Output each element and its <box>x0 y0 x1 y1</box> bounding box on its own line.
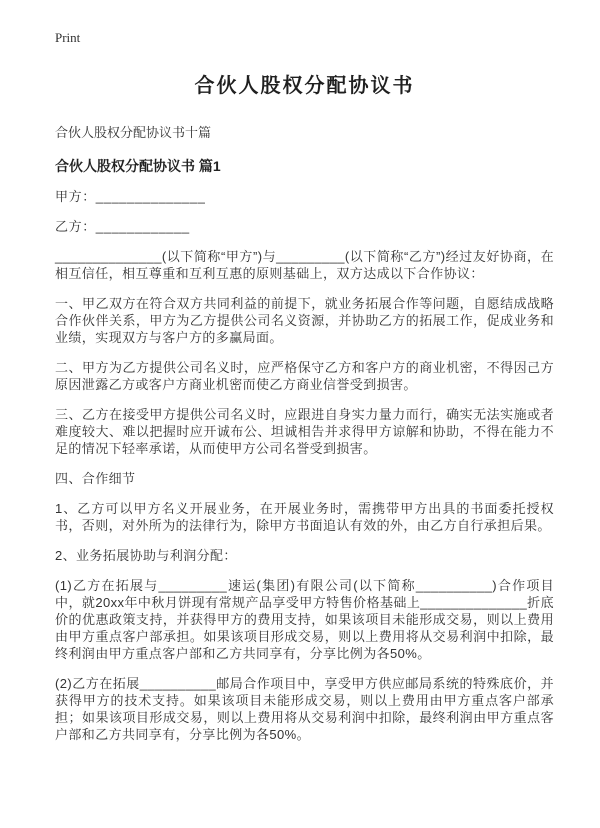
clause-1: 一、甲乙双方在符合双方共同利益的前提下，就业务拓展合作等问题，自愿结成战略合作伙伴关系，甲方为乙方提供公司名义资源，并协助乙方的拓展工作，促成业务和业绩，实现双方与客户方的多赢局面。 <box>55 296 554 345</box>
clause-3: 三、乙方在接受甲方提供公司名义时，应跟进自身实力量力而行，确实无法实施或者难度较大、难以把握时应开诚布公、坦诚相告并求得甲方谅解和协助，不得在能力不足的情况下轻率承诺，从而使甲方公司名誉受到损害。 <box>55 407 554 456</box>
detail-item-2-sub-1: (1)乙方在拓展与_________速运(集团)有限公司(以下简称__________)合作项目中，就20xx年中秋月饼现有常规产品享受甲方特售价格基础上______________折底价的优惠政策支持，并获得甲方的费用支持，如果该项目未能形成交易，则以上费用由甲方重点客户部承担。如果该项目形成交易，则以上费用将从交易利润中扣除，最终利润由甲方重点客户部和乙方共同享有，分享比例为各50%。 <box>55 578 554 661</box>
party-a-line: 甲方：______________ <box>55 189 206 204</box>
paragraph-intro: ______________(以下简称“甲方”)与_________(以下简称“乙方”)经过友好协商，在相互信任，相互尊重和互利互惠的原则基础上，双方达成以下合作协议： <box>55 249 554 281</box>
party-b-line: 乙方：____________ <box>55 219 190 234</box>
page-title: 合伙人股权分配协议书 <box>194 75 415 97</box>
print-link[interactable]: Print <box>55 30 81 45</box>
detail-item-2-sub-2: (2)乙方在拓展__________邮局合作项目中，享受甲方供应邮局系统的特殊底价，并获得甲方的技术支持。如果该项目未能形成交易，则以上费用由甲方重点客户部承担；如果该项目形成交易，则以上费用将从交易利润中扣除，最终利润由甲方重点客户部和乙方共同享有，分享比例为各50%。 <box>55 676 554 742</box>
clause-2: 二、甲方为乙方提供公司名义时，应严格保守乙方和客户方的商业机密，不得因己方原因泄露乙方或客户方商业机密而使乙方商业信誉受到损害。 <box>55 360 554 392</box>
section-heading: 合伙人股权分配协议书 篇1 <box>55 158 221 174</box>
detail-item-1: 1、乙方可以甲方名义开展业务，在开展业务时，需携带甲方出具的书面委托授权书，否则，对外所为的法律行为，除甲方书面追认有效的外，由乙方自行承担后果。 <box>55 501 554 533</box>
collection-title: 合伙人股权分配协议书十篇 <box>55 125 212 140</box>
clause-4-heading: 四、合作细节 <box>55 471 136 486</box>
detail-item-2-heading: 2、业务拓展协助与利润分配： <box>55 548 237 563</box>
